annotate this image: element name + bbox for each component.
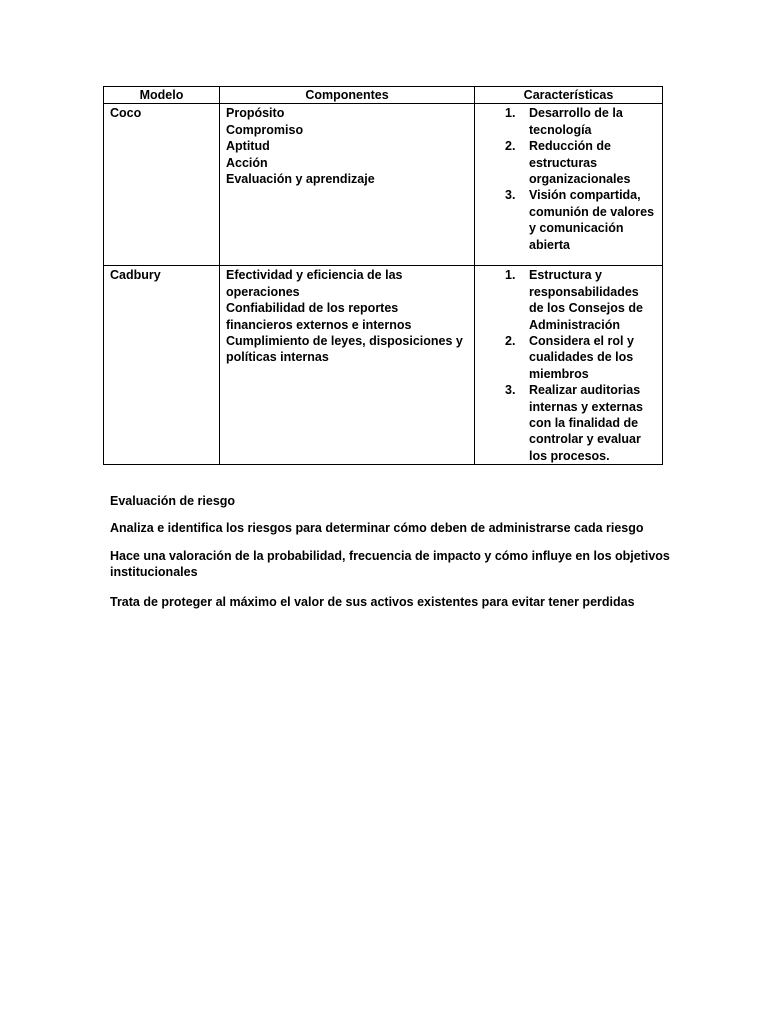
table-row-cadbury (104, 266, 663, 465)
list-text: Visión compartida, comunión de valores y comunicación abierta (529, 188, 655, 252)
componente-item: Propósito (226, 106, 285, 121)
list-text: Desarrollo de la tecnología (529, 106, 623, 137)
header-modelo: Modelo (104, 87, 220, 104)
list-text: Estructura y responsabilidades de los Consejos de Administración (529, 268, 643, 332)
cell-caracteristicas-cadbury (475, 266, 663, 465)
cell-componentes-cadbury (220, 266, 475, 465)
list-text: Reducción de estructuras organizacionales (529, 139, 631, 187)
list-text: Realizar auditorias internas y externas con la finalidad de controlar y evaluar los procesos. (529, 383, 643, 463)
list-item (481, 138, 656, 187)
componente-item: Evaluación y aprendizaje (226, 172, 375, 187)
section-paragraph: Hace una valoración de la probabilidad, frecuencia de impacto y cómo influye en los objetivos institucionales (110, 549, 670, 580)
header-caracteristicas: Características (475, 87, 663, 104)
section-paragraph: Analiza e identifica los riesgos para determinar cómo deben de administrarse cada riesgo (110, 521, 644, 535)
componente-item: Aptitud (226, 139, 270, 154)
caracteristicas-list (481, 267, 656, 464)
header-componentes: Componentes (220, 87, 475, 104)
list-item (481, 267, 656, 333)
list-number: 1. (505, 268, 516, 283)
componente-item: Acción (226, 155, 268, 170)
cell-modelo-coco: Coco (104, 104, 220, 266)
list-item (481, 187, 656, 253)
section-title: Evaluación de riesgo (110, 494, 236, 508)
componente-item: Cumplimiento de leyes, disposiciones y políticas internas (226, 334, 463, 365)
section-paragraph: Trata de proteger al máximo el valor de sus activos existentes para evitar tener perdidas (110, 595, 635, 609)
list-item (481, 105, 656, 138)
componente-item: Confiabilidad de los reportes financieros externos e internos (226, 301, 412, 332)
componente-item: Compromiso (226, 122, 304, 137)
list-item (481, 333, 656, 382)
list-number: 2. (505, 334, 516, 349)
cell-componentes-coco (220, 104, 475, 266)
table-row-coco (104, 104, 663, 266)
caracteristicas-list (481, 105, 656, 253)
list-number: 2. (505, 139, 516, 154)
list-item (481, 382, 656, 464)
list-text: Considera el rol y cualidades de los miembros (529, 334, 634, 381)
list-number: 1. (505, 106, 516, 121)
componente-item: Efectividad y eficiencia de las operaciones (226, 268, 403, 299)
models-table (103, 86, 663, 465)
cell-caracteristicas-coco (475, 104, 663, 266)
cell-modelo-cadbury: Cadbury (104, 266, 220, 465)
table-header-row (104, 87, 663, 104)
list-number: 3. (505, 188, 516, 203)
list-number: 3. (505, 383, 516, 398)
